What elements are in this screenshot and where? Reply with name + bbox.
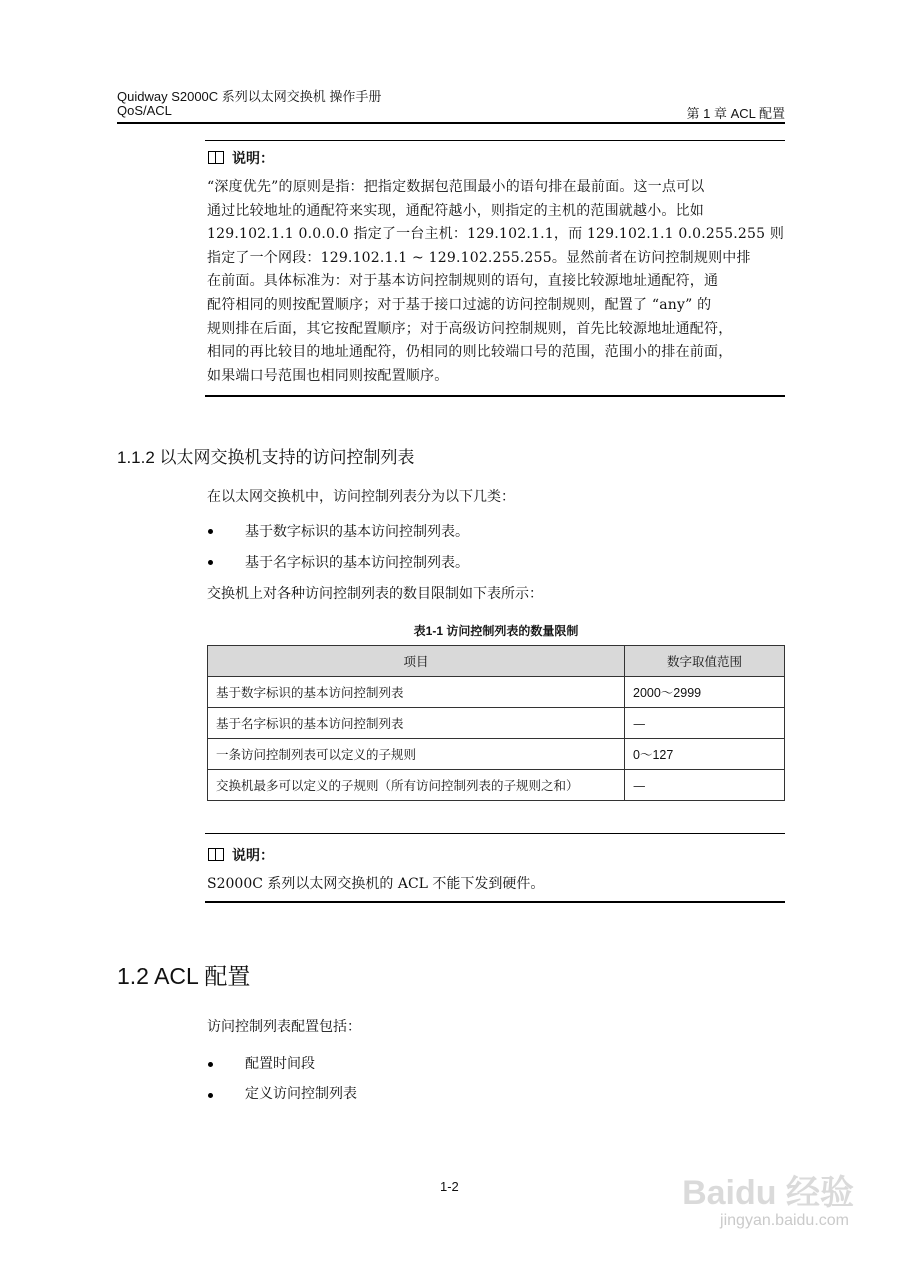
table-row [208, 739, 785, 770]
table-cell: 基于数字标识的基本访问控制列表 [208, 677, 625, 708]
note-line: 在前面。具体标准为：对于基本访问控制规则的语句，直接比较源地址通配符，通 [207, 273, 719, 290]
note-line: 129.102.1.1 0.0.0.0 指定了一台主机：129.102.1.1，而 129.102.1.1 0.0.255.255 则 [207, 226, 785, 243]
watermark-logo: Baidu 经验 [682, 1174, 854, 1212]
table-cell: 2000～2999 [625, 677, 785, 708]
bullet-item: 基于名字标识的基本访问控制列表。 [245, 555, 469, 571]
table-row [208, 677, 785, 708]
section-heading-1-1-2: 1.1.2 以太网交换机支持的访问控制列表 [117, 448, 415, 467]
table-row [208, 770, 785, 801]
note-line: 配符相同的则按配置顺序；对于基于接口过滤的访问控制规则，配置了 “any” 的 [207, 297, 712, 313]
bullet-item: 基于数字标识的基本访问控制列表。 [245, 524, 469, 540]
limits-table [207, 645, 785, 801]
header-rule [117, 122, 785, 124]
bullet-item: 定义访问控制列表 [245, 1086, 357, 1102]
table-header-row [208, 646, 785, 677]
note-line: 规则排在后面，其它按配置顺序；对于高级访问控制规则，首先比较源地址通配符， [207, 320, 733, 337]
note-line: 如果端口号范围也相同则按配置顺序。 [207, 367, 449, 384]
table-intro: 交换机上对各种访问控制列表的数目限制如下表所示： [207, 586, 543, 602]
bullet-icon [208, 560, 213, 565]
table-row [208, 708, 785, 739]
column-header: 数字取值范围 [625, 646, 785, 677]
section-intro: 访问控制列表配置包括： [207, 1019, 361, 1035]
note-line: 相同的再比较目的地址通配符，仍相同的则比较端口号的范围，范围小的排在前面， [207, 344, 733, 361]
note-line: “深度优先”的原则是指：把指定数据包范围最小的语句排在最前面。这一点可以 [207, 179, 705, 195]
table-cell: 一条访问控制列表可以定义的子规则 [208, 739, 625, 770]
header-title: Quidway S2000C 系列以太网交换机 操作手册 [117, 89, 382, 104]
bullet-item: 配置时间段 [245, 1056, 315, 1072]
note-line: 指定了一个网段：129.102.1.1 ~ 129.102.255.255。显然前者在访问控制规则中排 [207, 249, 751, 266]
note-label: 说明： [208, 148, 274, 168]
table-cell: 交换机最多可以定义的子规则（所有访问控制列表的子规则之和） [208, 770, 625, 801]
note-line: 通过比较地址的通配符来实现，通配符越小，则指定的主机的范围就越小。比如 [207, 202, 704, 219]
watermark-url: jingyan.baidu.com [720, 1212, 849, 1229]
bullet-icon [208, 529, 213, 534]
note-bottom-rule [205, 395, 785, 397]
section-intro: 在以太网交换机中，访问控制列表分为以下几类： [207, 489, 515, 505]
note-top-rule [205, 140, 785, 141]
table-cell: — [625, 708, 785, 739]
page-number: 1-2 [440, 1179, 459, 1194]
header-chapter: 第 1 章 ACL 配置 [686, 106, 785, 121]
table-cell: 0～127 [625, 739, 785, 770]
table-caption: 表1-1 访问控制列表的数量限制 [413, 624, 579, 638]
note-text: S2000C 系列以太网交换机的 ACL 不能下发到硬件。 [207, 876, 545, 892]
table-cell: — [625, 770, 785, 801]
book-icon [208, 848, 224, 861]
note-bottom-rule [205, 901, 785, 903]
note-top-rule [205, 833, 785, 834]
header-section: QoS/ACL [117, 103, 172, 118]
book-icon [208, 151, 224, 164]
section-heading-1-2: 1.2 ACL 配置 [117, 963, 251, 989]
table-cell: 基于名字标识的基本访问控制列表 [208, 708, 625, 739]
bullet-icon [208, 1062, 213, 1067]
bullet-icon [208, 1093, 213, 1098]
note-label: 说明： [208, 845, 274, 865]
column-header: 项目 [208, 646, 625, 677]
